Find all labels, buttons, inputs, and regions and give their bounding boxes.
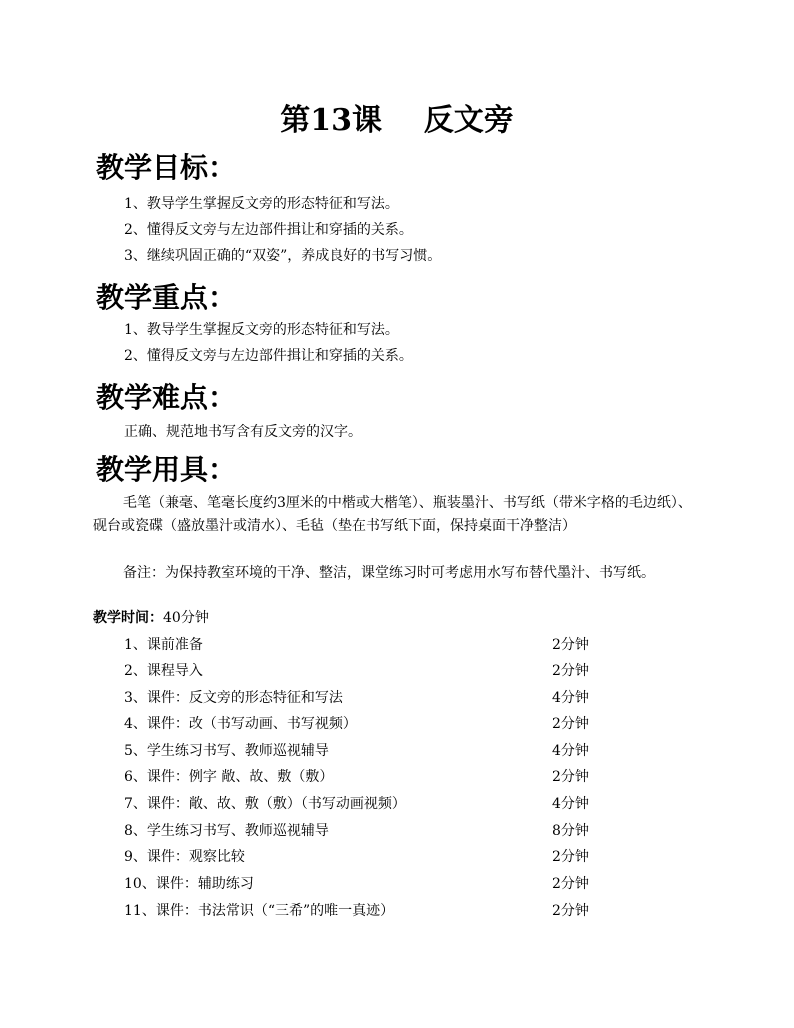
schedule-row <box>124 820 604 842</box>
teaching-time <box>93 608 209 628</box>
schedule-row <box>124 766 604 788</box>
objective-item: 3、继续巩固正确的“双姿”，养成良好的书写习惯。 <box>124 248 442 264</box>
schedule-item-duration: 2分钟 <box>552 769 589 785</box>
schedule-item-label: 5、学生练习书写、教师巡视辅导 <box>124 743 329 759</box>
tools-heading: 教学用具： <box>96 453 237 486</box>
schedule-row <box>124 713 604 735</box>
schedule-row <box>124 660 604 682</box>
teaching-time-value: 40分钟 <box>163 610 209 626</box>
difficulties-text: 正确、规范地书写含有反文旁的汉字。 <box>124 424 362 440</box>
schedule-item-duration: 4分钟 <box>552 796 589 812</box>
objective-item: 2、懂得反文旁与左边部件揖让和穿插的关系。 <box>124 222 413 238</box>
schedule-row <box>124 900 604 922</box>
schedule-item-duration: 2分钟 <box>552 637 589 653</box>
key-point-item: 1、教导学生掌握反文旁的形态特征和写法。 <box>124 322 399 338</box>
schedule-row <box>124 634 604 656</box>
schedule-item-duration: 8分钟 <box>552 823 589 839</box>
schedule-item-label: 2、课程导入 <box>124 663 203 679</box>
schedule-row <box>124 873 604 895</box>
difficulties-heading: 教学难点： <box>96 381 237 414</box>
lesson-title: 第13课 反文旁 <box>280 103 514 138</box>
schedule-item-duration: 2分钟 <box>552 876 589 892</box>
key-point-item: 2、懂得反文旁与左边部件揖让和穿插的关系。 <box>124 348 413 364</box>
schedule-item-label: 11、课件：书法常识（“三希”的唯一真迹） <box>124 903 395 919</box>
schedule-row <box>124 793 604 815</box>
schedule-item-label: 4、课件：改（书写动画、书写视频） <box>124 716 357 732</box>
schedule-row <box>124 846 604 868</box>
schedule-item-label: 8、学生练习书写、教师巡视辅导 <box>124 823 329 839</box>
teaching-time-label: 教学时间： <box>93 610 163 626</box>
schedule-item-duration: 2分钟 <box>552 663 589 679</box>
schedule-item-label: 6、课件：例字 敞、故、敷（敷） <box>124 769 334 785</box>
objective-item: 1、教导学生掌握反文旁的形态特征和写法。 <box>124 196 399 212</box>
tools-text: 毛笔（兼毫、笔毫长度约3厘米的中楷或大楷笔）、瓶装墨汁、书写纸（带米字格的毛边纸）、砚台或瓷碟（盛放墨汁或清水）、毛毡（垫在书写纸下面，保持桌面干净整洁） <box>93 495 692 534</box>
objectives-heading: 教学目标： <box>96 151 237 184</box>
schedule-item-duration: 2分钟 <box>552 849 589 865</box>
schedule-row <box>124 740 604 762</box>
tools-note: 备注：为保持教室环境的干净、整洁，课堂练习时可考虑用水写布替代墨汁、书写纸。 <box>123 565 655 581</box>
key-points-heading: 教学重点： <box>96 281 237 314</box>
schedule-row <box>124 687 604 709</box>
schedule-item-duration: 4分钟 <box>552 743 589 759</box>
schedule-item-label: 10、课件：辅助练习 <box>124 876 254 892</box>
schedule-item-duration: 4分钟 <box>552 690 589 706</box>
schedule-item-label: 7、课件：敞、故、敷（敷）（书写动画视频） <box>124 796 406 812</box>
schedule-item-label: 9、课件：观察比较 <box>124 849 245 865</box>
schedule-item-label: 1、课前准备 <box>124 637 203 653</box>
schedule-item-label: 3、课件：反文旁的形态特征和写法 <box>124 690 343 706</box>
schedule-item-duration: 2分钟 <box>552 903 589 919</box>
schedule-item-duration: 2分钟 <box>552 716 589 732</box>
